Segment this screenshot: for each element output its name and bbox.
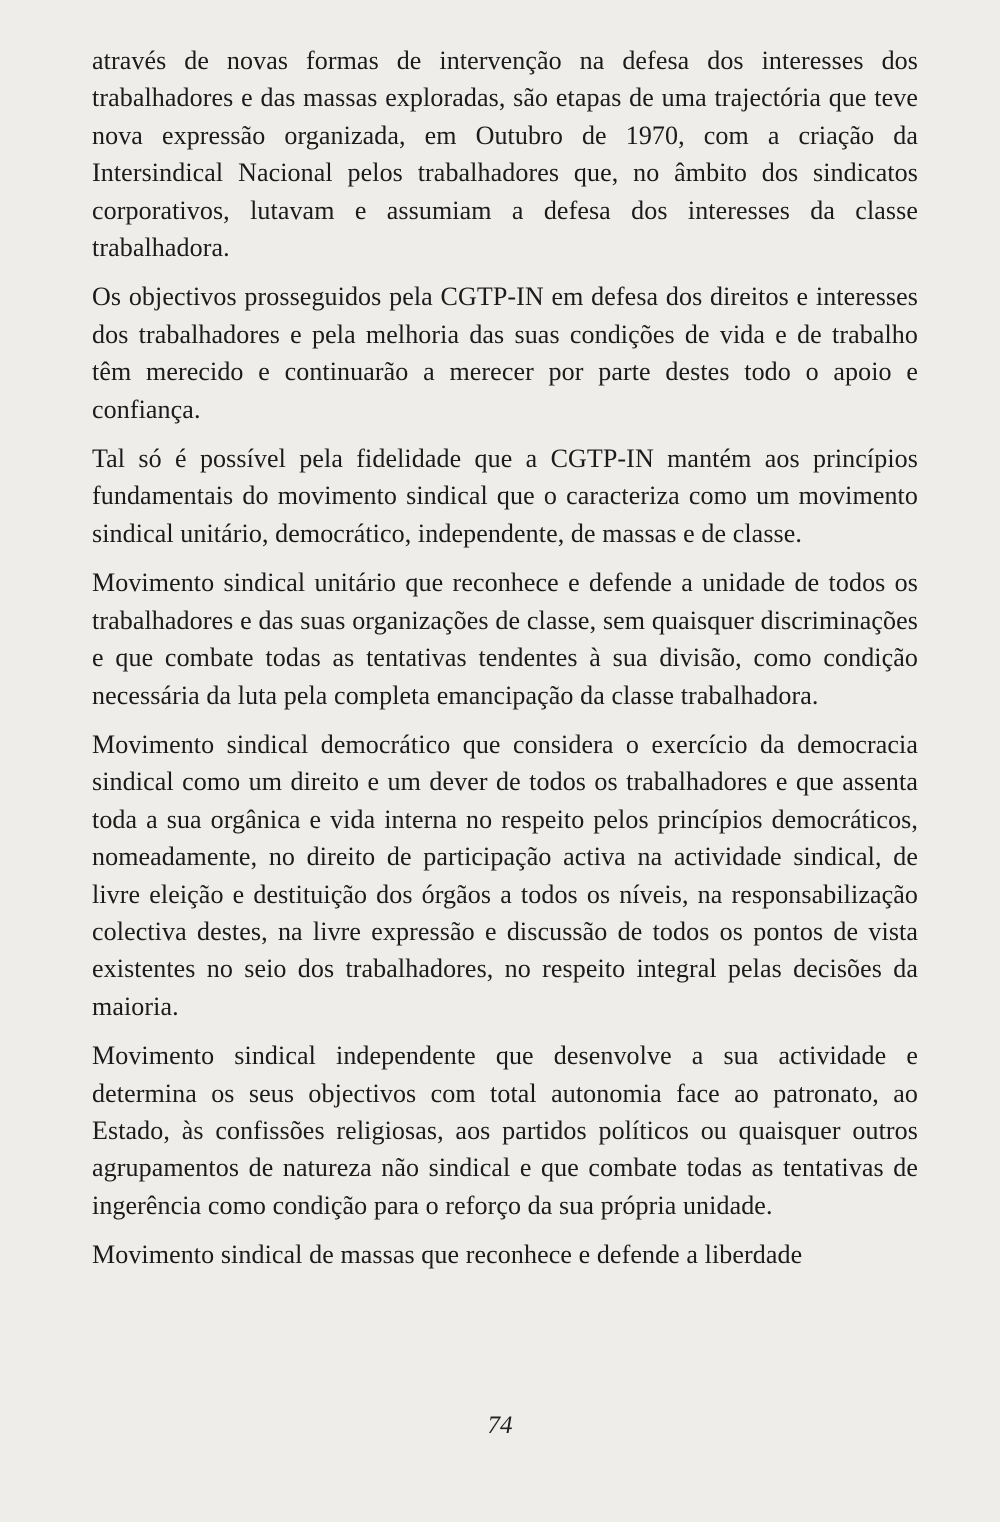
body-text (92, 42, 918, 1286)
paragraph: Os objectivos prosseguidos pela CGTP-IN em defesa dos direitos e interesses dos trabalhadores e pela melhoria das suas condições de vida e de trabalho têm merecido e continuarão a merecer por parte destes todo o apoio e confiança. (92, 282, 918, 424)
paragraph: Tal só é possível pela fidelidade que a CGTP-IN mantém aos princípios fundamentais do movimento sindical que o caracteriza como um movimento sindical unitário, democrático, independente, de massas e de classe. (92, 444, 918, 548)
paragraph: Movimento sindical unitário que reconhece e defende a unidade de todos os trabalhadores e das suas organizações de classe, sem quaisquer discriminações e que combate todas as tentativas tendentes à sua divisão, como condição necessária da luta pela completa emancipação da classe trabalhadora. (92, 568, 918, 710)
paragraph: Movimento sindical independente que desenvolve a sua actividade e determina os seus objectivos com total autonomia face ao patronato, ao Estado, às confissões religiosas, aos partidos políticos ou quaisquer outros agrupamentos de natureza não sindical e que combate todas as tentativas de ingerência como condição para o reforço da sua própria unidade. (92, 1041, 918, 1220)
page-number: 74 (487, 1412, 513, 1439)
paragraph: através de novas formas de intervenção na defesa dos interesses dos trabalhadores e das massas exploradas, são etapas de uma trajectória que teve nova expressão organizada, em Outubro de 1970, com a criação da Intersindical Nacional pelos trabalhadores que, no âmbito dos sindicatos corporativos, lutavam e assumiam a defesa dos interesses da classe trabalhadora. (92, 46, 918, 263)
paragraph: Movimento sindical de massas que reconhece e defende a liberdade (92, 1240, 803, 1270)
paragraph: Movimento sindical democrático que considera o exercício da democracia sindical como um direito e um dever de todos os trabalhadores e que assenta toda a sua orgânica e vida interna no respeito pelos princípios democráticos, nomeadamente, no direito de participação activa na actividade sindical, de livre eleição e destituição dos órgãos a todos os níveis, na responsabilização colectiva destes, na livre expressão e discussão de todos os pontos de vista existentes no seio dos trabalhadores, no respeito integral pelas decisões da maioria. (92, 729, 918, 1021)
